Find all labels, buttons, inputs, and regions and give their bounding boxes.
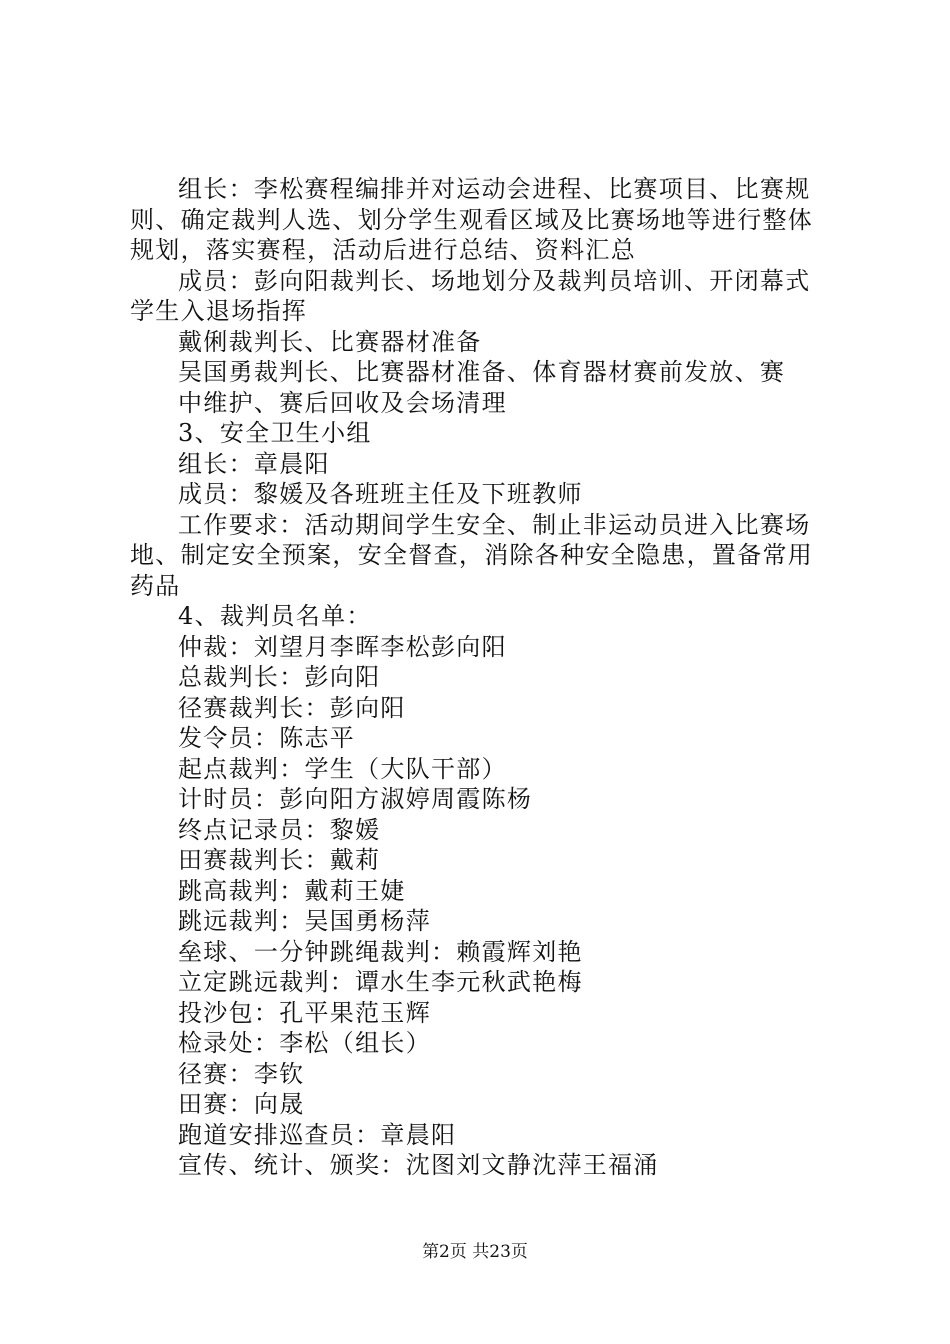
list-item: 计时员：彭向阳方淑婷周霞陈杨 [178, 785, 533, 813]
list-item: 径赛裁判长：彭向阳 [178, 693, 406, 722]
text-line: 学生入退场指挥 [130, 297, 308, 325]
list-item: 立定跳远裁判：谭水生李元秋武艳梅 [178, 968, 583, 996]
text-line: 成员：彭向阳裁判长、场地划分及裁判员培训、开闭幕式 [178, 266, 811, 295]
text-line: 地、制定安全预案，安全督查，消除各种安全隐患，置备常用 [130, 541, 814, 569]
text-line: 吴国勇裁判长、比赛器材准备、体育器材赛前发放、赛 [178, 358, 786, 386]
text-line: 则、确定裁判人选、划分学生观看区域及比赛场地等进行整体 [130, 205, 814, 234]
list-item: 仲裁：刘望月李晖李松彭向阳 [178, 632, 507, 661]
list-item: 投沙包：孔平果范玉辉 [178, 998, 431, 1027]
text-line: 成员：黎媛及各班班主任及下班教师 [178, 480, 583, 508]
text-line: 戴俐裁判长、比赛器材准备 [178, 327, 482, 356]
list-item: 跳高裁判：戴莉王婕 [178, 876, 406, 905]
page-number-footer: 第2页 共23页 [422, 1242, 528, 1262]
list-item: 跳远裁判：吴国勇杨萍 [178, 907, 431, 935]
list-item: 径赛：李钦 [178, 1059, 305, 1088]
list-item: 发令员：陈志平 [178, 724, 356, 752]
list-item: 田赛裁判长：戴莉 [178, 846, 381, 874]
list-item: 检录处：李松（组长） [178, 1029, 431, 1057]
list-item: 终点记录员：黎媛 [178, 815, 381, 844]
list-item: 跑道安排巡查员：章晨阳 [178, 1120, 457, 1149]
list-item: 宣传、统计、颁奖：沈图刘文静沈萍王福涌 [178, 1151, 659, 1179]
text-line: 药品 [130, 571, 181, 600]
text-line: 组长：李松赛程编排并对运动会进程、比赛项目、比赛规 [178, 175, 811, 203]
list-item: 起点裁判：学生（大队干部） [178, 754, 507, 783]
list-item: 田赛：向晟 [178, 1090, 305, 1118]
text-line: 规划，落实赛程，活动后进行总结、资料汇总 [130, 236, 636, 264]
text-line: 工作要求：活动期间学生安全、制止非运动员进入比赛场 [178, 510, 811, 539]
text-line: 组长：章晨阳 [178, 449, 330, 478]
text-line: 中维护、赛后回收及会场清理 [178, 388, 507, 417]
document-body [130, 174, 832, 1181]
section-heading: 4、裁判员名单： [178, 602, 372, 630]
list-item: 总裁判长：彭向阳 [178, 663, 381, 691]
section-heading: 3、安全卫生小组 [178, 419, 372, 447]
list-item: 垒球、一分钟跳绳裁判：赖霞辉刘艳 [178, 937, 583, 966]
